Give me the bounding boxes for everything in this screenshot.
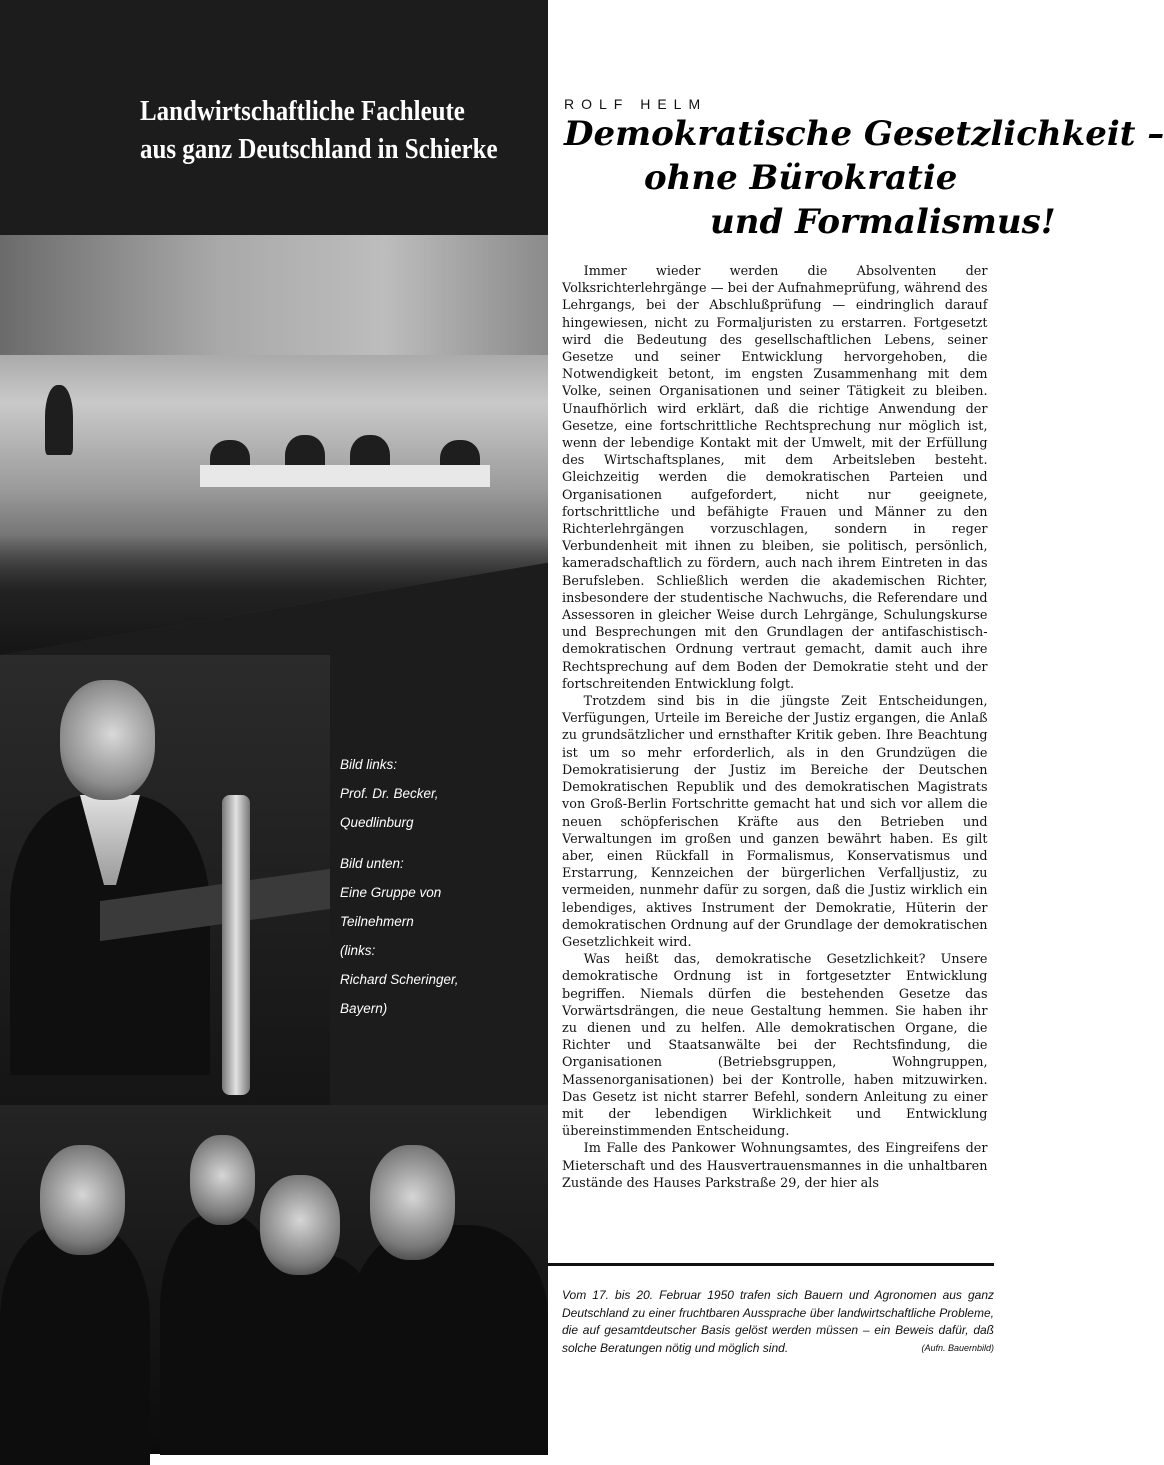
- photo-column: [0, 0, 548, 1454]
- caption-left-label: Bild links:: [340, 757, 398, 772]
- caption-bottom-line: Eine Gruppe von: [340, 885, 442, 900]
- caption-bottom-line: Bayern): [340, 1001, 388, 1016]
- article-paragraph: Immer wieder werden die Absolventen der Volksrichterlehrgänge — bei der Aufnahmeprüfung, während des Lehrgangs, bei der Abschlußprüfung — eindringlich darauf hingewiesen, nicht zu Formaljuristen zu erstarren. Fortgesetzt wird die Bedeutung des gesellschaftlichen Lebens, seiner Gesetze und seiner Entwicklung hervorgehoben, die Notwendigkeit betont, im engsten Zusammenhang mit dem Volke, seinen Organisationen und seiner Tätigkeit zu bleiben. Unaufhörlich wird erklärt, daß die richtige Anwendung der Gesetze, eine fortschrittliche Rechtsprechung nur möglich ist, wenn der lebendige Kontakt mit der Umwelt, mit der Erfüllung des Wirtschaftsplanes, mit dem Arbeitsleben besteht. Gleichzeitig werden die demokratischen Parteien und Organisationen aufgefordert, nicht nur geeignete, fortschrittliche und befähigte Frauen und Männer zu den Richterlehrgängen vorzuschlagen, sondern in reger Verbundenheit mit ihnen zu bleiben, sie politisch, persönlich, kameradschaftlich zu fördern, auch nach ihrem Eintreten in das Berufsleben. Schließlich werden die akademischen Richter, insbesondere der studentische Nachwuchs, die Referendare und Assessoren in gleicher Weise durch Lehrgänge, Schulungskurse und Besprechungen mit den Grundlagen der antifaschistisch-demokratischen Ordnung vertraut gemacht, damit auch ihre Rechtsprechung auf dem Boden der Demokratie steht und der fortschreitenden Entwicklung folgt.: [562, 264, 988, 692]
- conference-hall-photo: [0, 235, 548, 655]
- caption-left-name: Prof. Dr. Becker,: [340, 786, 439, 801]
- caption-bottom-label: Bild unten:: [340, 856, 404, 871]
- author-name: ROLF HELM: [564, 96, 708, 112]
- article-paragraph: Im Falle des Pankower Wohnungsamtes, des Eingreifens der Mieterschaft und des Hausvertrauensmannes in die unhaltbaren Zustände des Hauses Parkstraße 29, der hier als: [562, 1141, 988, 1191]
- speaker-photo: [0, 655, 330, 1105]
- caption-left-place: Quedlinburg: [340, 815, 414, 830]
- article-paragraph: Was heißt das, demokratische Gesetzlichkeit? Unsere demokratische Ordnung ist in fortgesetzter Entwicklung begriffen. Niemals dürfen die bestehenden Gesetze das Vorwärtsdrängen, die neue Gestaltung hemmen. Sie haben ihr zu dienen und zu helfen. Alle demokratischen Organe, die Richter und Staatsanwälte bei der Rechtsfindung, die Organisationen (Betriebsgruppen, Wohngruppen, Massenorganisationen) bei der Kontrolle, haben mitzuwirken. Das Gesetz ist nicht starrer Befehl, sondern Anleitung zu einer mit der lebendigen Wirklichkeit und Entwicklung übereinstimmenden Entscheidung.: [562, 952, 988, 1140]
- photo-headline: Landwirtschaftliche Fachleute aus ganz Deutschland in Schierke: [140, 95, 498, 165]
- caption-bottom-line: Teilnehmern: [340, 914, 414, 929]
- caption-bottom-line: Richard Scheringer,: [340, 972, 459, 987]
- microphone-icon: [222, 795, 250, 1095]
- divider-rule: [548, 1263, 994, 1266]
- article-title: Demokratische Gesetzlichkeit – ohne Bürokratie und Formalismus!: [564, 114, 1164, 242]
- photo-credit: (Aufn. Bauernbild): [921, 1342, 994, 1353]
- photo-caption-footer: Vom 17. bis 20. Februar 1950 trafen sich Bauern und Agronomen aus ganz Deutschland zu einer fruchtbaren Aussprache über landwirtschaftliche Probleme, die auf gesamtdeutscher Basis gelöst werden müssen – ein Beweis dafür, daß solche Beratungen nötig und möglich sind. (Aufn. Bauernbild): [562, 1287, 994, 1357]
- photo-captions: [340, 750, 540, 1023]
- group-photo: [0, 1105, 548, 1454]
- caption-bottom-line: (links:: [340, 943, 376, 958]
- article-paragraph: Trotzdem sind bis in die jüngste Zeit Entscheidungen, Verfügungen, Urteile im Bereiche der Justiz ergangen, die Anlaß zu grundsätzlicher und ernsthafter Kritik geben. Ihre Beachtung ist um so mehr erforderlich, als in den Grundzügen die Demokratisierung der Justiz im Bereiche der Deutschen Demokratischen Republik und des demokratischen Magistrats von Groß-Berlin Fortschritte gemacht hat und sich vor allem die neuen schöpferischen Kräfte aus den Betrieben und Verwaltungen im großen und ganzen bewährt haben. Es gilt aber, einen Rückfall in Formalismus, Konservatismus und Erstarrung, Kennzeichen der bürgerlichen Verfalljustiz, zu vermeiden, nunmehr dafür zu sorgen, daß die Justiz wirklich ein lebendiges, aktives Instrument der Demokratie, Hüterin der demokratischen Ordnung auf der Grundlage der demokratischen Gesetzlichkeit wird.: [562, 694, 988, 950]
- article-body: [562, 263, 988, 1192]
